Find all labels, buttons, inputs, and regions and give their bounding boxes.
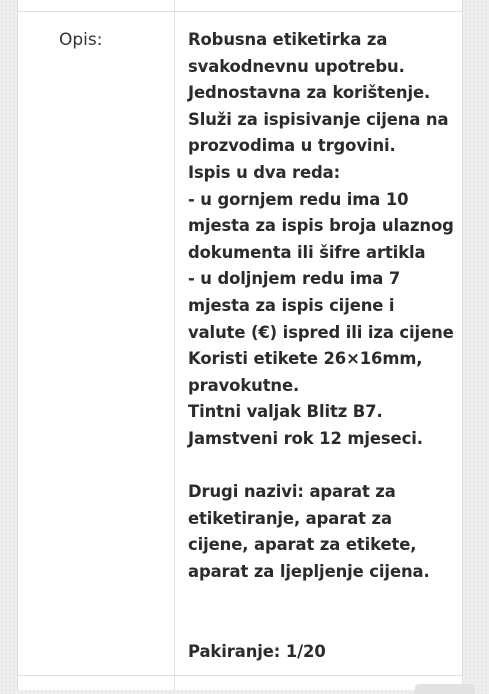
other-names-line: Drugi nazivi: aparat za bbox=[188, 482, 396, 502]
description-line: pravokutne. bbox=[188, 375, 300, 395]
description-line: Tintni valjak Blitz B7. bbox=[188, 402, 383, 422]
other-names-line: etiketiranje, aparat za bbox=[188, 508, 392, 528]
description-line: mjesta za ispis cijene i bbox=[188, 295, 395, 315]
description-value bbox=[188, 27, 458, 665]
description-line: - u doljnjem redu ima 7 bbox=[188, 269, 401, 289]
description-line: - u gornjem redu ima 10 bbox=[188, 189, 409, 209]
description-line: mjesta za ispis broja ulaznog bbox=[188, 216, 454, 236]
description-line: svakodnevnu upotrebu. bbox=[188, 56, 405, 76]
description-line: Jamstveni rok 12 mjeseci. bbox=[188, 428, 423, 448]
column-divider bbox=[174, 0, 175, 690]
description-label: Opis: bbox=[59, 30, 103, 50]
paragraph-gap bbox=[188, 585, 458, 638]
description-line: Ispis u dva reda: bbox=[188, 162, 341, 182]
table-divider-bottom bbox=[18, 675, 462, 676]
other-names-line: aparat za ljepljenje cijena. bbox=[188, 561, 430, 581]
description-line: dokumenta ili šifre artikla bbox=[188, 242, 426, 262]
paragraph-gap bbox=[188, 453, 458, 480]
packaging-text: Pakiranje: 1/20 bbox=[188, 641, 326, 661]
description-line: Koristi etikete 26×16mm, bbox=[188, 349, 423, 369]
scroll-edge-tab bbox=[415, 684, 475, 694]
product-details-table bbox=[17, 0, 463, 690]
description-line: Jednostavna za korištenje. bbox=[188, 83, 431, 103]
description-line: Robusna etiketirka za bbox=[188, 30, 388, 49]
description-line: valute (€) ispred ili iza cijene bbox=[188, 322, 454, 342]
table-divider-top bbox=[18, 11, 462, 12]
description-line: Služi za ispisivanje cijena na bbox=[188, 109, 449, 129]
other-names-line: cijene, aparat za etikete, bbox=[188, 535, 417, 555]
description-line: prozvodima u trgovini. bbox=[188, 136, 396, 156]
